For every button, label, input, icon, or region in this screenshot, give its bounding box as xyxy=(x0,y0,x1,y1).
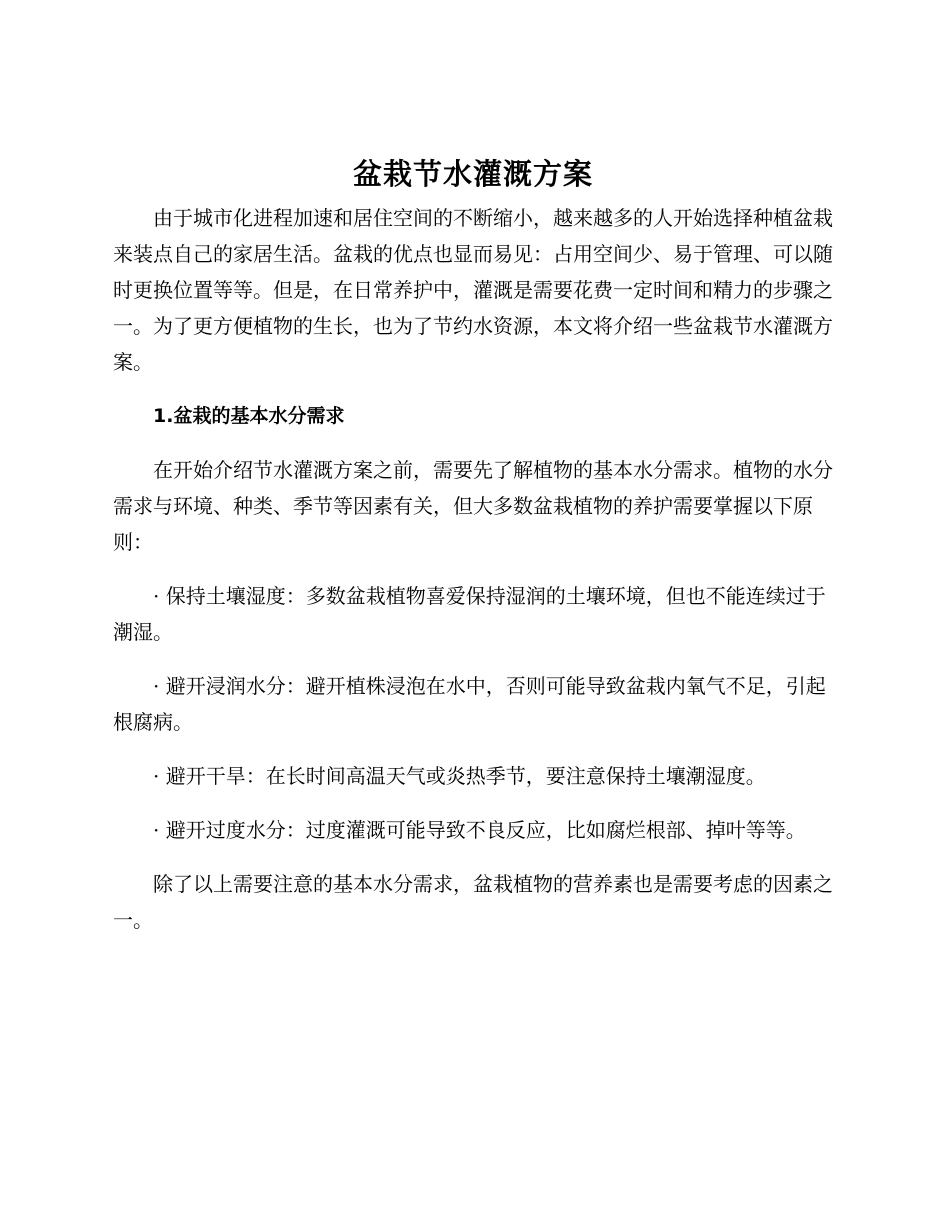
intro-paragraph: 由于城市化进程加速和居住空间的不断缩小，越来越多的人开始选择种植盆栽来装点自己的家居生活。盆栽的优点也显而易见：占用空间少、易于管理、可以随时更换位置等等。但是，在日常养护中，灌溉是需要花费一定时间和精力的步骤之一。为了更方便植物的生长，也为了节约水资源，本文将介绍一些盆栽节水灌溉方案。 xyxy=(113,206,833,374)
section-heading: 1.盆栽的基本水分需求 xyxy=(153,405,345,427)
closing-paragraph: 除了以上需要注意的基本水分需求，盆栽植物的营养素也是需要考虑的因素之一。 xyxy=(113,872,833,932)
page-title: 盆栽节水灌溉方案 xyxy=(352,157,593,191)
bullet-item-avoid-soaking: · 避开浸润水分：避开植株浸泡在水中，否则可能导致盆栽内氧气不足，引起根腐病。 xyxy=(113,674,826,734)
section-paragraph: 在开始介绍节水灌溉方案之前，需要先了解植物的基本水分需求。植物的水分需求与环境、种类、季节等因素有关，但大多数盆栽植物的养护需要掌握以下原则： xyxy=(113,458,833,554)
bullet-item-avoid-overwatering: · 避开过度水分：过度灌溉可能导致不良反应，比如腐烂根部、掉叶等等。 xyxy=(153,818,806,842)
bullet-item-soil-moisture: · 保持土壤湿度：多数盆栽植物喜爱保持湿润的土壤环境，但也不能连续过于潮湿。 xyxy=(113,584,826,644)
document-page xyxy=(113,148,833,938)
bullet-item-avoid-drought: · 避开干旱：在长时间高温天气或炎热季节，要注意保持土壤潮湿度。 xyxy=(153,764,766,788)
